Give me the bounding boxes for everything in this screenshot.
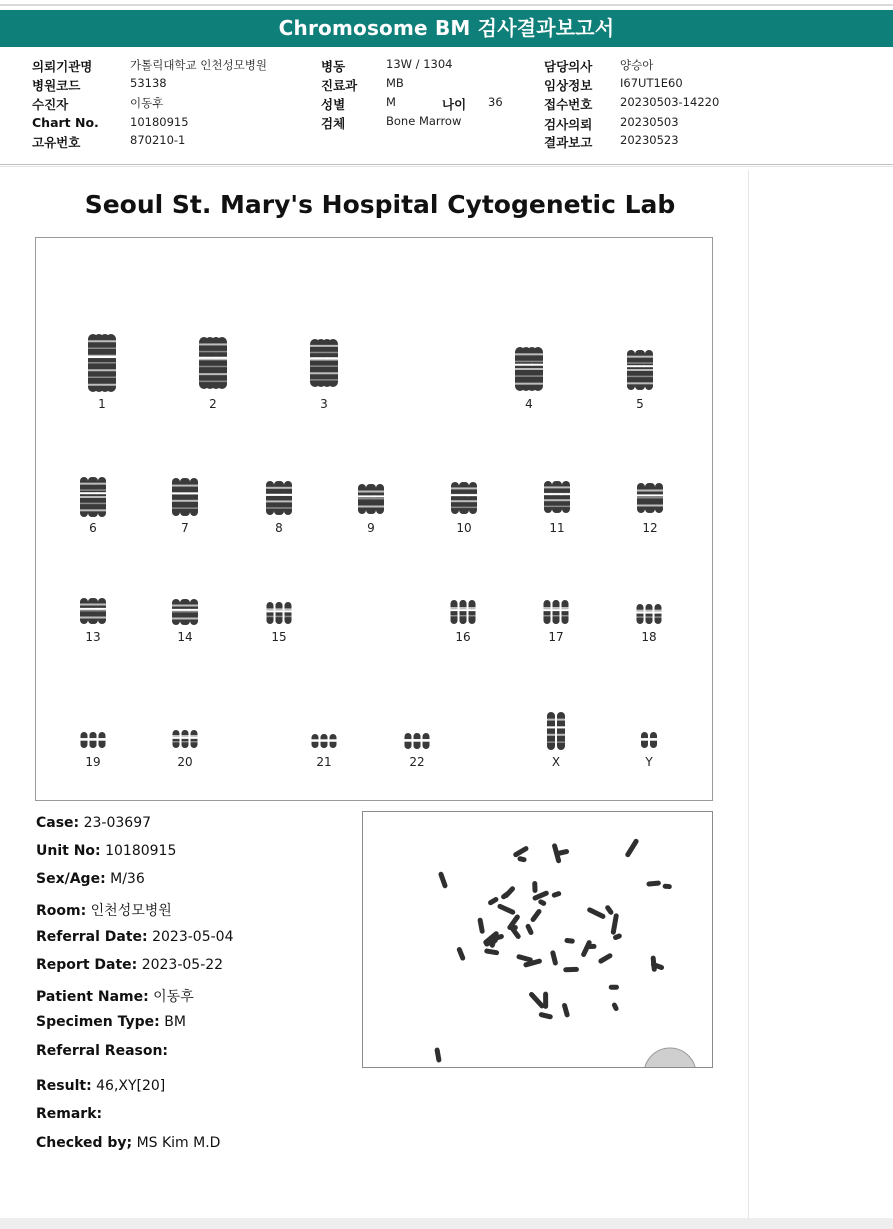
chromosome-12 (637, 483, 664, 513)
chromosome-Y (641, 732, 658, 748)
detail-patient-name: Patient Name: 이동후 (36, 989, 194, 1005)
info-label: 결과보고 (544, 135, 593, 150)
chromosome-6 (80, 477, 107, 517)
chromosome-5 (627, 350, 654, 390)
metaphase-chromosome (609, 985, 619, 990)
chromosome-label: 2 (209, 397, 217, 411)
interphase-nucleus (644, 1048, 696, 1067)
chromosome-label: 13 (85, 630, 101, 644)
metaphase-chromosome (624, 838, 639, 858)
info-value: 10180915 (130, 115, 189, 129)
header-divider-shadow (0, 166, 893, 167)
info-value: 20230523 (620, 133, 679, 147)
info-value: Bone Marrow (386, 114, 462, 128)
detail-room: Room: 인천성모병원 (36, 903, 172, 919)
chromosome-14 (172, 599, 199, 625)
metaphase-chromosome (550, 950, 559, 966)
metaphase-chromosome (530, 908, 543, 923)
chromosome-19 (80, 732, 106, 748)
detail-referral-date: Referral Date: 2023-05-04 (36, 929, 234, 945)
chromosome-2 (199, 337, 228, 389)
info-value: 13W / 1304 (386, 57, 453, 71)
chromosome-label: 19 (85, 755, 101, 769)
metaphase-chromosome (537, 898, 547, 906)
metaphase-chromosome (586, 907, 606, 920)
metaphase-chromosome (551, 891, 562, 899)
info-value: 36 (488, 95, 503, 109)
chromosome-1 (88, 334, 117, 392)
detail-sex-age: Sex/Age: M/36 (36, 871, 145, 887)
metaphase-chromosome (610, 913, 619, 935)
info-value: MB (386, 76, 404, 90)
detail-checked-by: Checked by; MS Kim M.D (36, 1135, 221, 1151)
detail-referral-reason: Referral Reason: (36, 1043, 169, 1059)
metaphase-chromosome (517, 856, 527, 863)
chromosome-label: X (551, 755, 561, 769)
chromosome-18 (636, 604, 662, 624)
metaphase-chromosome (456, 946, 466, 961)
info-label: 임상정보 (544, 78, 593, 93)
chromosome-11 (544, 481, 571, 513)
metaphase-image-panel (362, 811, 713, 1068)
info-value: 870210-1 (130, 133, 186, 147)
detail-remark: Remark: (36, 1106, 103, 1122)
chromosome-22 (404, 733, 430, 749)
chromosome-label: Y (645, 755, 653, 769)
metaphase-chromosome (597, 952, 613, 964)
metaphase-chromosome (503, 885, 516, 899)
chromosome-label: 4 (525, 397, 533, 411)
info-label: 검체 (321, 116, 346, 131)
info-value: I67UT1E60 (620, 76, 683, 90)
chromosome-label: 17 (548, 630, 564, 644)
chromosome-label: 1 (98, 397, 106, 411)
chromosome-label: 8 (275, 521, 283, 535)
karyogram-panel (35, 237, 713, 801)
report-title: Chromosome BM 검사결과보고서 (0, 10, 893, 47)
chromosome-4 (515, 347, 544, 391)
chromosome-label: 20 (177, 755, 193, 769)
metaphase-chromosome (563, 967, 579, 972)
metaphase-spread-image (363, 812, 712, 1067)
metaphase-chromosome (611, 1002, 619, 1012)
info-value: 이동후 (130, 96, 164, 110)
chromosome-21 (311, 734, 337, 748)
metaphase-chromosome (487, 896, 499, 906)
metaphase-chromosome (561, 1002, 570, 1017)
info-label: 검사의뢰 (544, 117, 593, 132)
patient-info-table (0, 55, 893, 155)
info-label: 담당의사 (544, 59, 593, 74)
chromosome-label: 9 (367, 521, 375, 535)
chromosome-label: 22 (409, 755, 425, 769)
metaphase-chromosome (434, 1047, 442, 1063)
info-value: M (386, 95, 396, 109)
detail-report-date: Report Date: 2023-05-22 (36, 957, 224, 973)
metaphase-chromosome (438, 871, 448, 889)
chromosome-7 (172, 478, 199, 516)
info-value: 가톨릭대학교 인천성모병원 (130, 58, 267, 72)
lab-title: Seoul St. Mary's Hospital Cytogenetic Lab (84, 190, 676, 219)
chromosome-15 (266, 602, 292, 624)
chromosome-label: 15 (271, 630, 287, 644)
chromosome-label: 3 (320, 397, 328, 411)
chromosome-X (547, 712, 566, 750)
metaphase-chromosome (512, 845, 529, 858)
info-label: 접수번호 (544, 97, 593, 112)
top-border (0, 4, 893, 6)
metaphase-chromosome (564, 938, 575, 944)
page-edge (748, 170, 749, 1218)
chromosome-9 (358, 484, 385, 514)
metaphase-chromosome (646, 880, 661, 886)
metaphase-chromosome (543, 992, 548, 1009)
chromosome-label: 6 (89, 521, 97, 535)
info-value: 20230503 (620, 115, 679, 129)
chromosome-label: 21 (316, 755, 332, 769)
metaphase-chromosome (663, 884, 672, 890)
detail-specimen-type: Specimen Type: BM (36, 1014, 186, 1030)
metaphase-chromosome (484, 948, 500, 955)
info-label: 의뢰기관명 (32, 59, 93, 74)
chromosome-label: 5 (636, 397, 644, 411)
metaphase-chromosome (604, 904, 614, 916)
chromosome-label: 11 (549, 521, 565, 535)
info-value: 20230503-14220 (620, 95, 720, 109)
chromosome-16 (450, 600, 476, 624)
info-label: 병동 (321, 59, 346, 74)
info-label: 고유번호 (32, 135, 81, 150)
metaphase-chromosome (538, 1012, 553, 1020)
metaphase-chromosome (528, 991, 546, 1010)
metaphase-chromosome (525, 923, 535, 936)
info-label: Chart No. (32, 115, 99, 130)
chromosome-label: 14 (177, 630, 193, 644)
bottom-strip (0, 1218, 893, 1229)
chromosome-20 (172, 730, 198, 748)
chromosome-8 (266, 481, 293, 515)
chromosome-label: 7 (181, 521, 189, 535)
karyogram-image (36, 238, 712, 800)
info-label: 성별 (321, 97, 346, 112)
info-label: 진료과 (321, 78, 358, 93)
chromosome-label: 16 (455, 630, 471, 644)
info-label: 나이 (442, 97, 467, 112)
chromosome-label: 10 (456, 521, 472, 535)
info-label: 병원코드 (32, 78, 81, 93)
chromosome-13 (80, 598, 107, 624)
info-label: 수진자 (32, 97, 69, 112)
chromosome-label: 18 (641, 630, 657, 644)
chromosome-17 (543, 600, 569, 624)
metaphase-chromosome (497, 903, 516, 915)
detail-result: Result: 46,XY[20] (36, 1078, 166, 1094)
header-divider (0, 164, 893, 165)
detail-case: Case: 23-03697 (36, 815, 152, 831)
info-value: 양승아 (620, 58, 654, 72)
metaphase-chromosome (477, 917, 485, 934)
detail-unit-no: Unit No: 10180915 (36, 843, 177, 859)
chromosome-3 (310, 339, 339, 387)
chromosome-label: 12 (642, 521, 658, 535)
metaphase-chromosome (532, 881, 537, 893)
info-value: 53138 (130, 76, 167, 90)
chromosome-10 (451, 482, 478, 514)
